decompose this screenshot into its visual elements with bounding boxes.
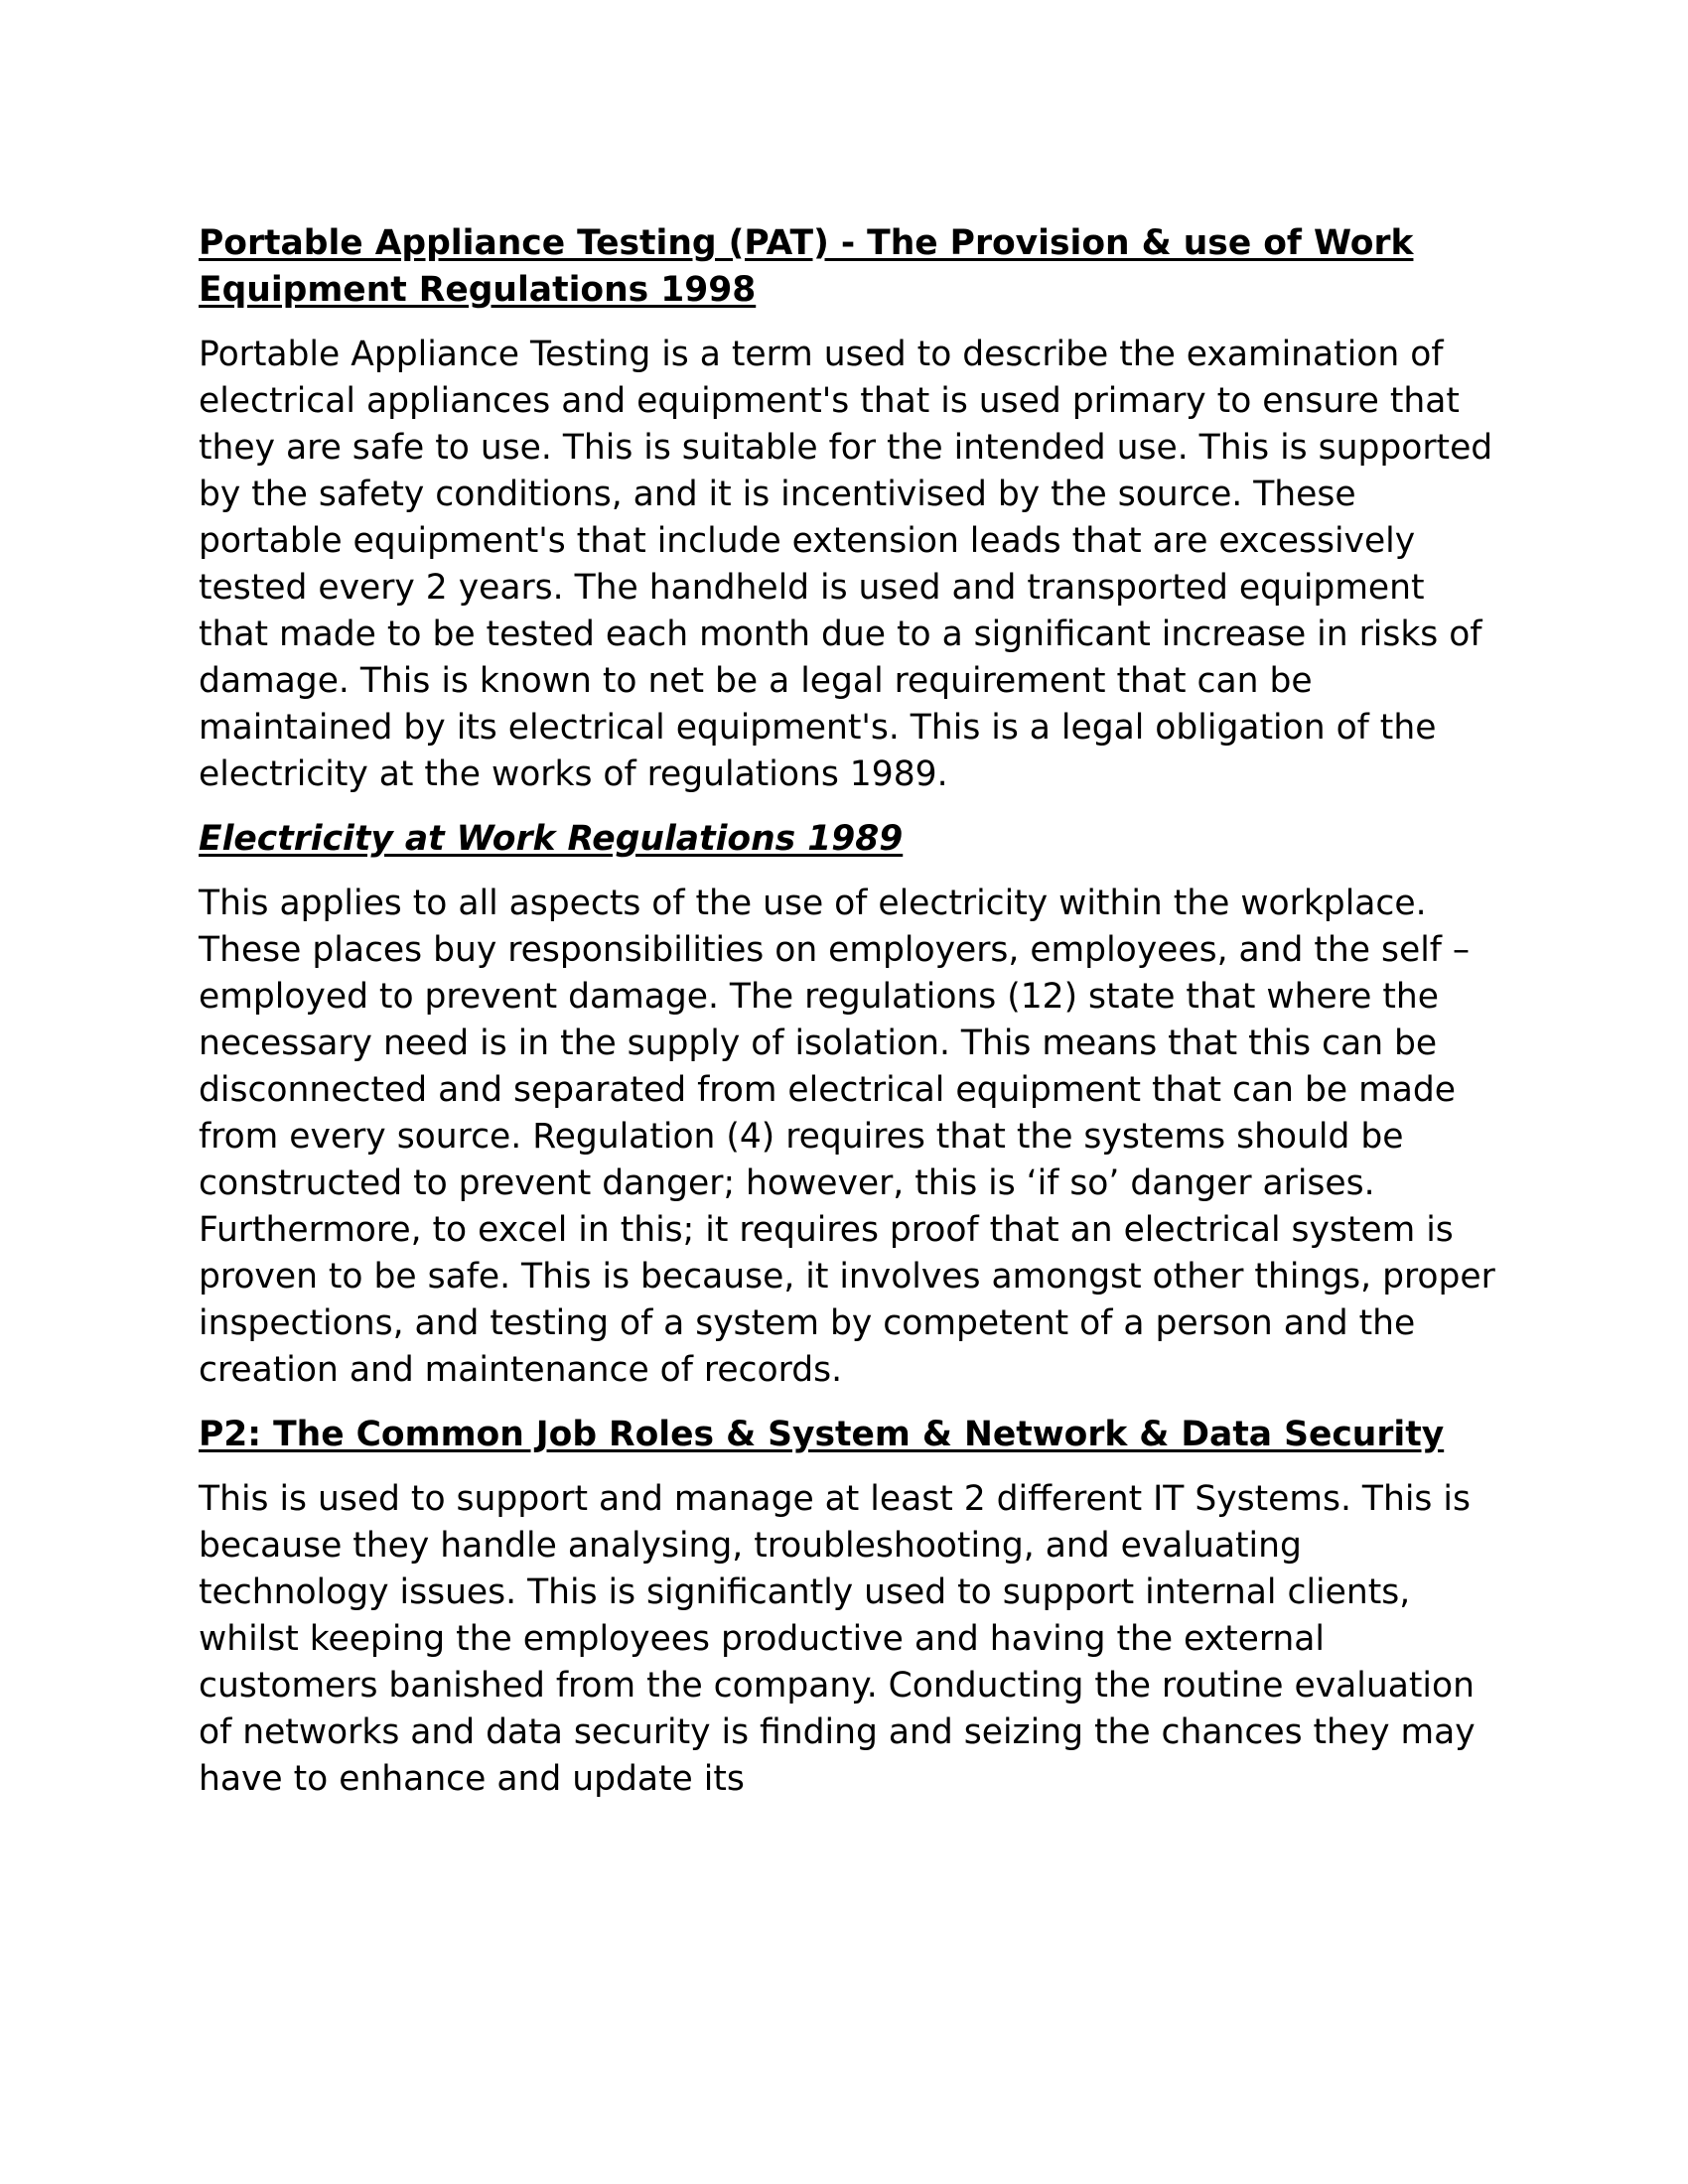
section-body-p2-job-roles: This is used to support and manage at least 2 different IT Systems. This is because they handle analysing, troubleshooting, and evaluating technology issues. This is significantly used to support internal clients, whilst keeping the employees productive and having the external customers banished from the company. Conducting the routine evaluation of networks and data security is finding and seizing the chances they may have to enhance and update its bbox=[199, 1479, 1476, 1799]
section-body-electricity-at-work: This applies to all aspects of the use of electricity within the workplace. These places buy responsibilities on employers, employees, and the self – employed to prevent damage. The regulations (12) state that where the necessary need is in the supply of isolation. This means that this can be disconnected and separated from electrical equipment that can be made from every source. Regulation (4) requires that the systems should be constructed to prevent danger; however, this is ‘if so’ danger arises. Furthermore, to excel in this; it requires proof that an electrical system is proven to be safe. This is because, it involves amongst other things, proper inspections, and testing of a system by competent of a person and the creation and maintenance of records. bbox=[199, 884, 1495, 1390]
section-heading-p2-job-roles: P2: The Common Job Roles & System & Network & Data Security bbox=[199, 1415, 1445, 1454]
section-heading-pat: Portable Appliance Testing (PAT) - The Provision & use of Work Equipment Regulations 1998 bbox=[199, 223, 1414, 310]
document-content bbox=[199, 220, 1499, 1821]
section-body-pat: Portable Appliance Testing is a term used to describe the examination of electrical appliances and equipment's that is used primary to ensure that they are safe to use. This is suitable for the intended use. This is supported by the safety conditions, and it is incentivised by the source. These portable equipment's that include extension leads that are excessively tested every 2 years. The handheld is used and transported equipment that made to be tested each month due to a significant increase in risks of damage. This is known to net be a legal requirement that can be maintained by its electrical equipment's. This is a legal obligation of the electricity at the works of regulations 1989. bbox=[199, 335, 1493, 794]
section-heading-electricity-at-work: Electricity at Work Regulations 1989 bbox=[199, 819, 904, 859]
